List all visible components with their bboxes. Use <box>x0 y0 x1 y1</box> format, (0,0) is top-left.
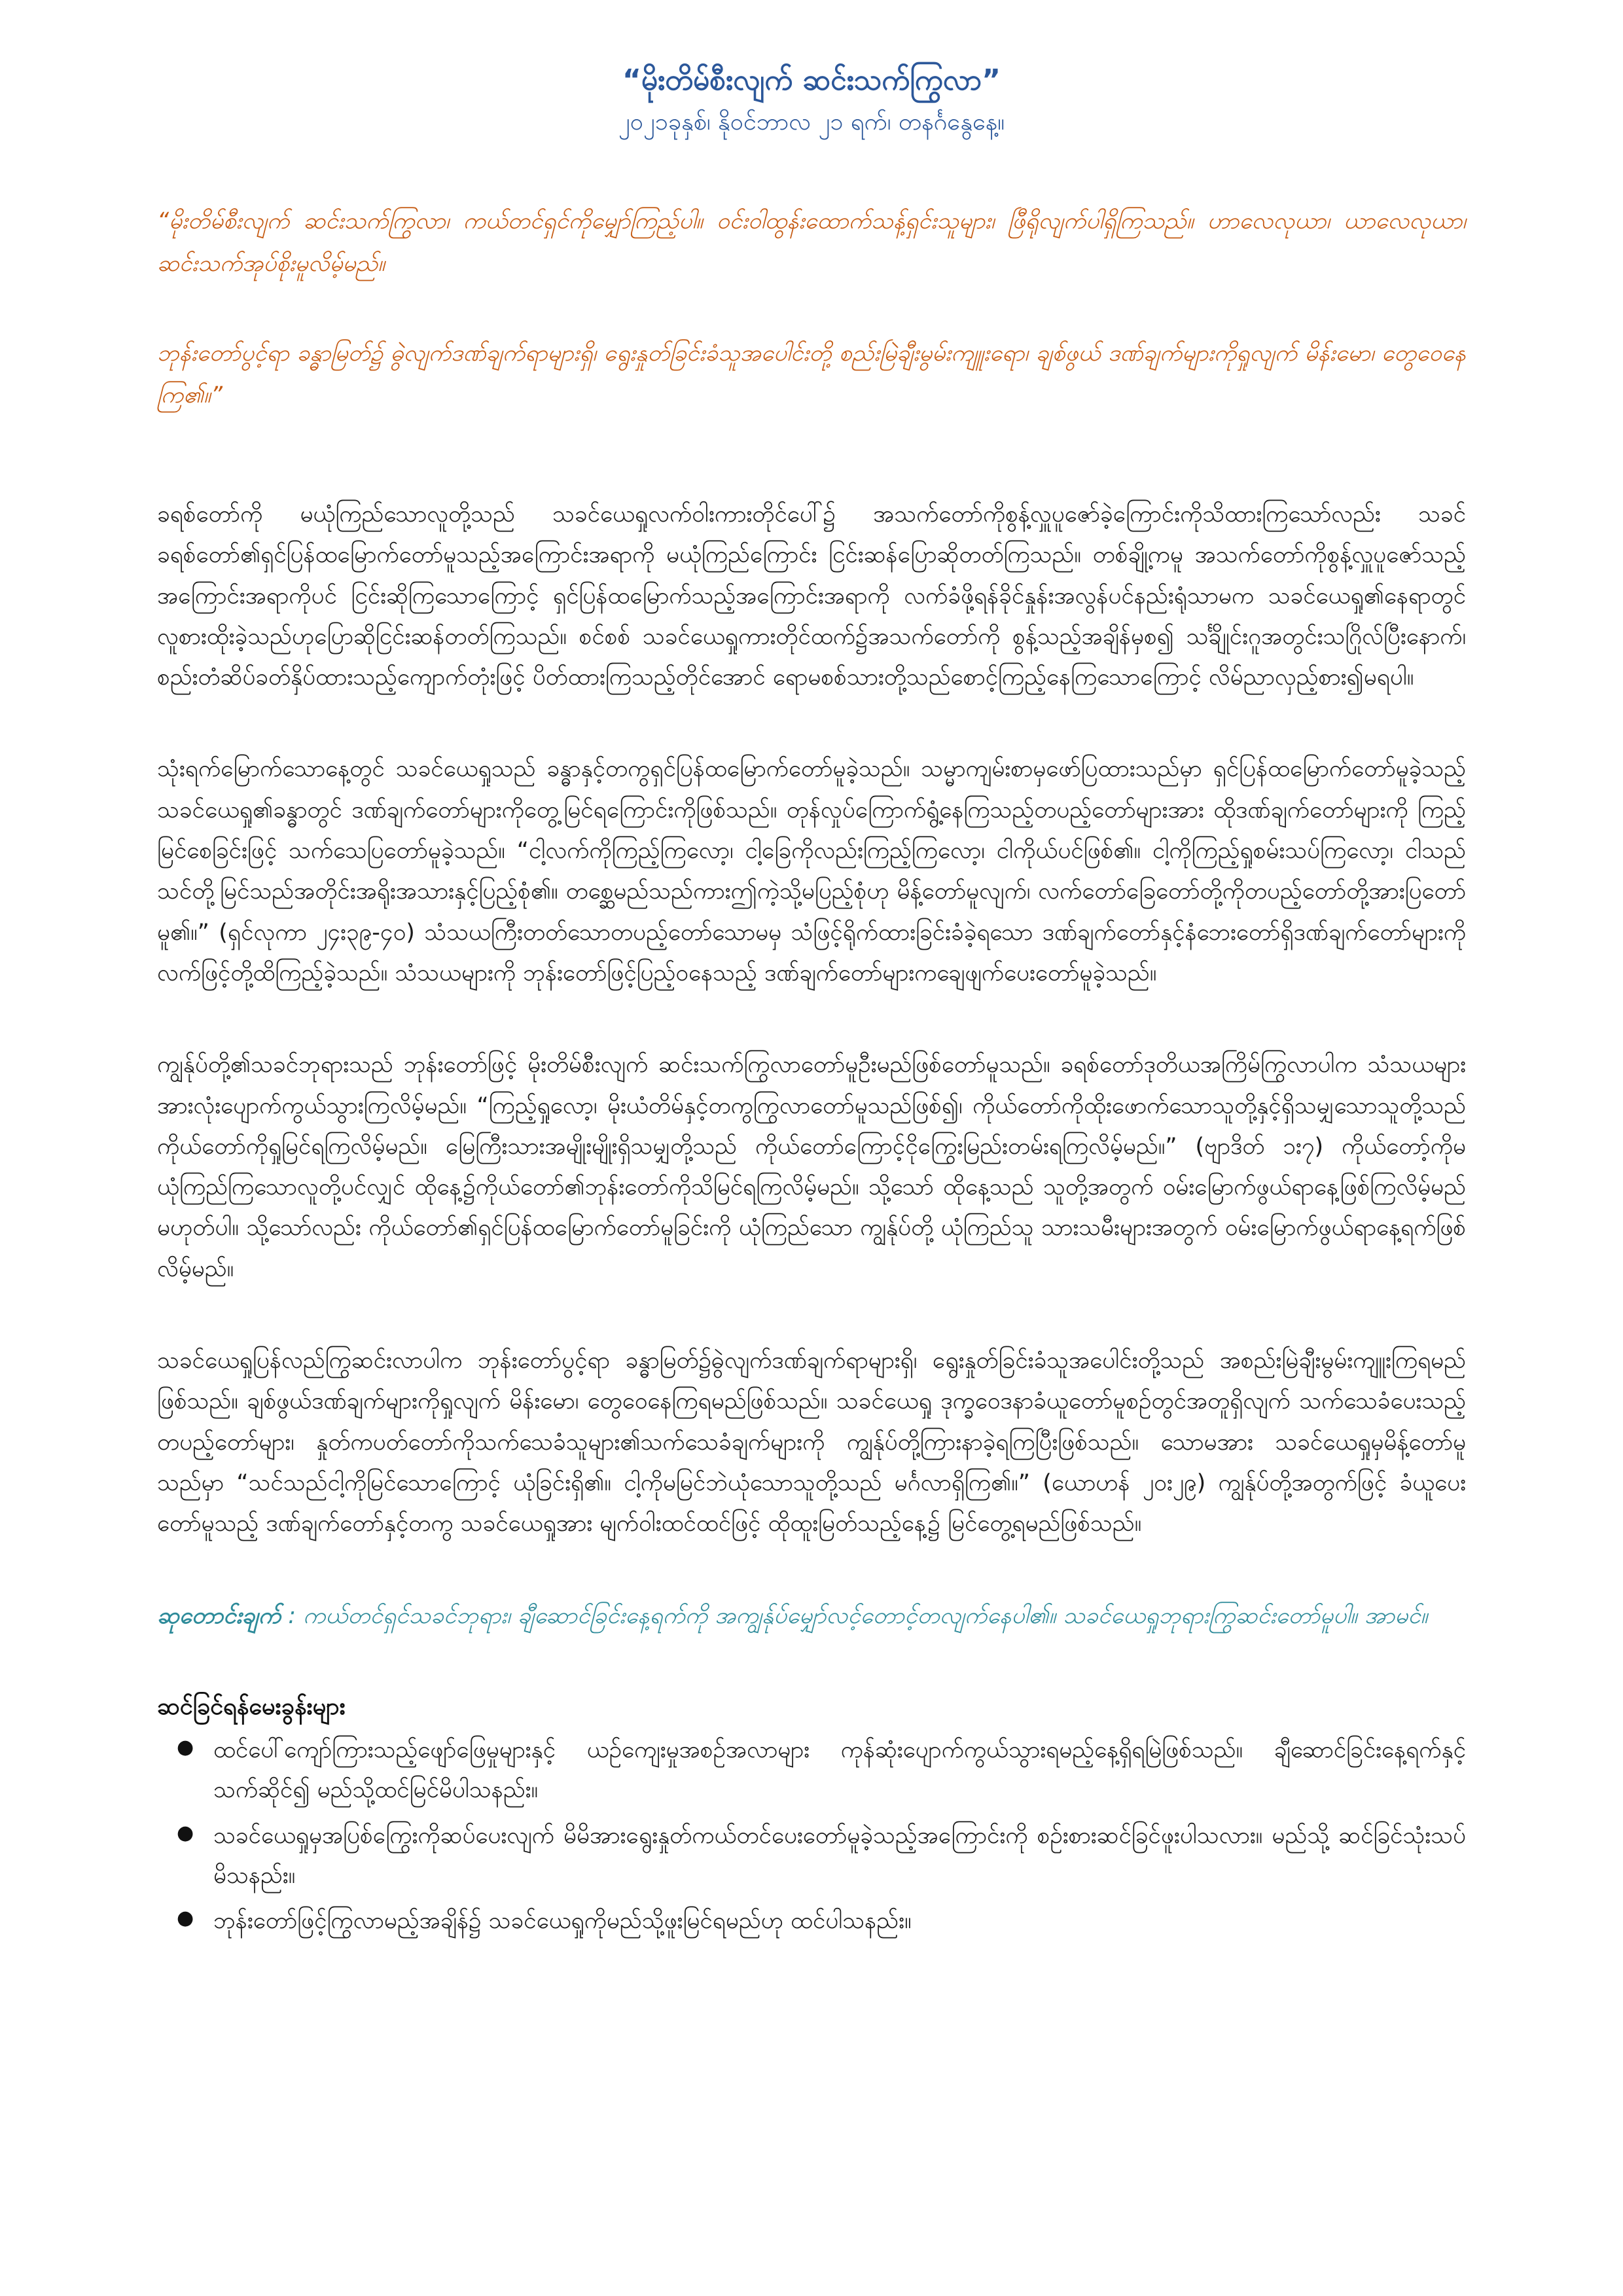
prayer-text: ကယ်တင်ရှင်သခင်ဘုရား၊ ချီဆောင်ခြင်းနေ့ရက်ကို အကျွန်ုပ်မျှော်လင့်တောင့်တလျက်နေပါ၏။ သခင်ယေရှုဘုရားကြွဆင်းတော်မူပါ။ အာမင်။ <box>303 1602 1428 1629</box>
body-paragraph: သုံးရက်မြောက်သောနေ့တွင် သခင်ယေရှုသည် ခန္ဓာနှင့်တကွရှင်ပြန်ထမြောက်တော်မူခဲ့သည်။ သမ္မာကျမ်းစာမှဖော်ပြထားသည်မှာ ရှင်ပြန်ထမြောက်တော်မူခဲ့သည့် သခင်ယေရှု၏ခန္ဓာတွင် ဒဏ်ချက်တော်များကိုတွေ့မြင်ရကြောင်းကိုဖြစ်သည်။ တုန်လှုပ်ကြောက်ရွံ့နေကြသည့်တပည့်တော်များအား ထိုဒဏ်ချက်တော်များကို ကြည့်မြင်စေခြင်းဖြင့် သက်သေပြတော်မူခဲ့သည်။ “ငါ့လက်ကိုကြည့်ကြလော့၊ ငါ့ခြေကိုလည်းကြည့်ကြလော့၊ ငါကိုယ်ပင်ဖြစ်၏။ ငါ့ကိုကြည့်ရှုစမ်းသပ်ကြလော့၊ ငါသည်သင်တို့မြင်သည်အတိုင်းအရိုးအသားနှင့်ပြည့်စုံ၏။ တစ္ဆေမည်သည်ကားဤကဲ့သို့မပြည့်စုံဟု မိန့်တော်မူလျက်၊ လက်တော်ခြေတော်တို့ကိုတပည့်တော်တို့အားပြတော်မူ၏။” (ရှင်လုကာ ၂၄း၃၉-၄၀) သံသယကြီးတတ်သောတပည့်တော်သောမမှ သံဖြင့်ရိုက်ထားခြင်းခံခဲ့ရသော ဒဏ်ချက်တော်နှင့်နံဘေးတော်ရှိဒဏ်ချက်တော်များကို လက်ဖြင့်တို့ထိကြည့်ခဲ့သည်။ သံသယများကို ဘုန်းတော်ဖြင့်ပြည့်ဝနေသည့် ဒဏ်ချက်တော်များကချေဖျက်ပေးတော်မူခဲ့သည်။ <box>157 756 1466 986</box>
question-text: ထင်ပေါ်ကျော်ကြားသည့်ဖျော်ဖြေမှုများနှင့် ယဉ်ကျေးမှုအစဉ်အလာများ ကုန်ဆုံးပျောက်ကွယ်သွားရမည့်နေ့ရှိရမြဲဖြစ်သည်။ ချီဆောင်ခြင်းနေ့ရက်နှင့်သက်ဆိုင်၍ မည်သို့ထင်မြင်မိပါသနည်း။ <box>213 1737 1466 1804</box>
body-paragraph: ကျွန်ုပ်တို့၏သခင်ဘုရားသည် ဘုန်းတော်ဖြင့် မိုးတိမ်စီးလျက် ဆင်းသက်ကြွလာတော်မူဦးမည်ဖြစ်တော်မူသည်။ ခရစ်တော်ဒုတိယအကြိမ်ကြွလာပါက သံသယများအားလုံးပျောက်ကွယ်သွားကြလိမ့်မည်။ “ကြည့်ရှုလော့၊ မိုးယံတိမ်နှင့်တကွကြွလာတော်မူသည်ဖြစ်၍၊ ကိုယ်တော်ကိုထိုးဖောက်သောသူတို့နှင့်ရှိသမျှသောသူတို့သည် ကိုယ်တော်ကိုရှုမြင်ရကြလိမ့်မည်။ မြေကြီးသားအမျိုးမျိုးရှိသမျှတို့သည် ကိုယ်တော်ကြောင့်ငိုကြွေးမြည်းတမ်းရကြလိမ့်မည်။” (ဗျာဒိတ် ၁း၇) ကိုယ်တော့်ကိုမယုံကြည်ကြသောလူတို့ပင်လျှင် ထိုနေ့၌ကိုယ်တော်၏ဘုန်းတော်ကိုသိမြင်ရကြလိမ့်မည်။ သို့သော် ထိုနေ့သည် သူတို့အတွက် ဝမ်းမြောက်ဖွယ်ရာနေ့ဖြစ်ကြလိမ့်မည်မဟုတ်ပါ။ သို့သော်လည်း ကိုယ်တော်၏ရှင်ပြန်ထမြောက်တော်မူခြင်းကို ယုံကြည်သော ကျွန်ုပ်တို့ ယုံကြည်သူ သားသမီးများအတွက် ဝမ်းမြောက်ဖွယ်ရာနေ့ရက်ဖြစ်လိမ့်မည်။ <box>157 1052 1466 1282</box>
body-paragraph: သခင်ယေရှုပြန်လည်ကြွဆင်းလာပါက ဘုန်းတော်ပွင့်ရာ ခန္ဓာမြတ်၌ဓွဲလျက်ဒဏ်ချက်ရာများရှိ၊ ရွေးနှုတ်ခြင်းခံသူအပေါင်းတို့သည် အစည်းမြဲချီးမွမ်းကျူးကြရမည်ဖြစ်သည်။ ချစ်ဖွယ်ဒဏ်ချက်များကိုရှုလျက် မိန်းမော၊ တွေဝေနေကြရမည်ဖြစ်သည်။ သခင်ယေရှု ဒုက္ခဝေဒနာခံယူတော်မူစဉ်တွင်အတူရှိလျက် သက်သေခံပေးသည့် တပည့်တော်များ၊ နှုတ်ကပတ်တော်ကိုသက်သေခံသူများ၏သက်သေခံချက်များကို ကျွန်ုပ်တို့ကြားနာခဲ့ရကြပြီးဖြစ်သည်။ သောမအား သခင်ယေရှုမှမိန့်တော်မူသည်မှာ “သင်သည်ငါ့ကိုမြင်သောကြောင့် ယုံခြင်းရှိ၏။ ငါ့ကိုမမြင်ဘဲယုံသောသူတို့သည် မင်္ဂလာရှိကြ၏။” (ယောဟန် ၂၀း၂၉) ကျွန်ုပ်တို့အတွက်ဖြင့် ခံယူပေးတော်မူသည့် ဒဏ်ချက်တော်နှင့်တကွ သခင်ယေရှုအား မျက်ဝါးထင်ထင်ဖြင့် ထိုထူးမြတ်သည့်နေ့၌ မြင်တွေ့ရမည်ဖြစ်သည်။ <box>157 1348 1466 1537</box>
body-paragraph: ခရစ်တော်ကို မယုံကြည်သောလူတို့သည် သခင်ယေရှုလက်ဝါးကားတိုင်ပေါ်၌ အသက်တော်ကိုစွန့်လှူပူဇော်ခဲ့ကြောင်းကိုသိထားကြသော်လည်း သခင်ခရစ်တော်၏ရှင်ပြန်ထမြောက်တော်မူသည့်အကြောင်းအရာကို မယုံကြည်ကြောင်း ငြင်းဆန်ပြောဆိုတတ်ကြသည်။ တစ်ချို့ကမူ အသက်တော်ကိုစွန့်လှူပူဇော်သည့်အကြောင်းအရာကိုပင် ငြင်းဆိုကြသောကြောင့် ရှင်ပြန်ထမြောက်သည့်အကြောင်းအရာကို လက်ခံဖို့ရန်ခိုင်နှုန်းအလွန်ပင်နည်းရုံသာမက သခင်ယေရှု၏နေရာတွင် လူစားထိုးခဲ့သည်ဟုပြောဆိုငြင်းဆန်တတ်ကြသည်။ စင်စစ် သခင်ယေရှုကားတိုင်ထက်၌အသက်တော်ကို စွန့်သည့်အချိန်မှစ၍ သင်္ချိုင်းဂူအတွင်းသဂြိုလ်ပြီးနောက်၊ စည်းတံဆိပ်ခတ်နှိပ်ထားသည့်ကျောက်တုံးဖြင့် ပိတ်ထားကြသည့်တိုင်အောင် ရောမစစ်သားတို့သည်စောင့်ကြည့်နေကြသောကြောင့် လိမ်ညာလှည့်စား၍မရပါ။ <box>157 501 1466 691</box>
bullet-icon: ● <box>177 1736 194 1759</box>
document-date: ၂၀၂၁ခုနှစ်၊ နိုဝင်ဘာလ ၂၁ ရက်၊ တနင်္ဂနွေနေ့။ <box>618 109 1005 135</box>
reflection-questions-heading: ဆင်ခြင်ရန်မေးခွန်းများ <box>157 1693 346 1720</box>
question-text: သခင်ယေရှုမှအပြစ်ကြွေးကိုဆပ်ပေးလျက် မိမိအားရွေးနှုတ်ကယ်တင်ပေးတော်မူခဲ့သည့်အကြောင်းကို စဉ်းစားဆင်ခြင်ဖူးပါသလား။ မည်သို့ ဆင်ခြင်သုံးသပ်မိသနည်း။ <box>213 1822 1466 1889</box>
hymn-quote-verse-1: “မိုးတိမ်စီးလျက် ဆင်းသက်ကြွလာ၊ ကယ်တင်ရှင်ကိုမျှော်ကြည့်ပါ။ ဝင်းဝါထွန်းထောက်သန့်ရှင်းသူများ၊ ဖြီရိုလျက်ပါရှိကြသည်။ ဟာလေလုယာ၊ ယာလေလုယာ၊ ဆင်းသက်အုပ်စိုးမူလိမ့်မည်။ <box>157 208 1466 277</box>
list-item <box>177 1901 1466 1941</box>
bullet-icon: ● <box>177 1907 194 1930</box>
reflection-questions-list <box>157 1731 1466 1941</box>
list-item <box>177 1816 1466 1897</box>
bullet-icon: ● <box>177 1821 194 1844</box>
list-item <box>177 1731 1466 1811</box>
prayer-block <box>157 1596 1466 1637</box>
prayer-label: ဆုတောင်းချက် <box>157 1602 281 1629</box>
question-text: ဘုန်းတော်ဖြင့်ကြွလာမည့်အချိန်၌ သခင်ယေရှုကိုမည်သို့ဖူးမြင်ရမည်ဟု ထင်ပါသနည်း။ <box>213 1908 912 1935</box>
hymn-quote-verse-2: ဘုန်းတော်ပွင့်ရာ ခန္ဓာမြတ်၌ ဓွဲလျက်ဒဏ်ချက်ရာများရှိ၊ ရွေးနှုတ်ခြင်းခံသူအပေါင်းတို့ စည်းမြဲချီးမွမ်းကျူးရော၊ ချစ်ဖွယ် ဒဏ်ချက်များကိုရှုလျက် မိန်းမော၊ တွေဝေနေကြ၏။” <box>157 340 1466 409</box>
prayer-separator: : <box>281 1602 304 1629</box>
document-title: “မိုးတိမ်စီးလျက် ဆင်းသက်ကြွလာ” <box>622 63 1001 97</box>
